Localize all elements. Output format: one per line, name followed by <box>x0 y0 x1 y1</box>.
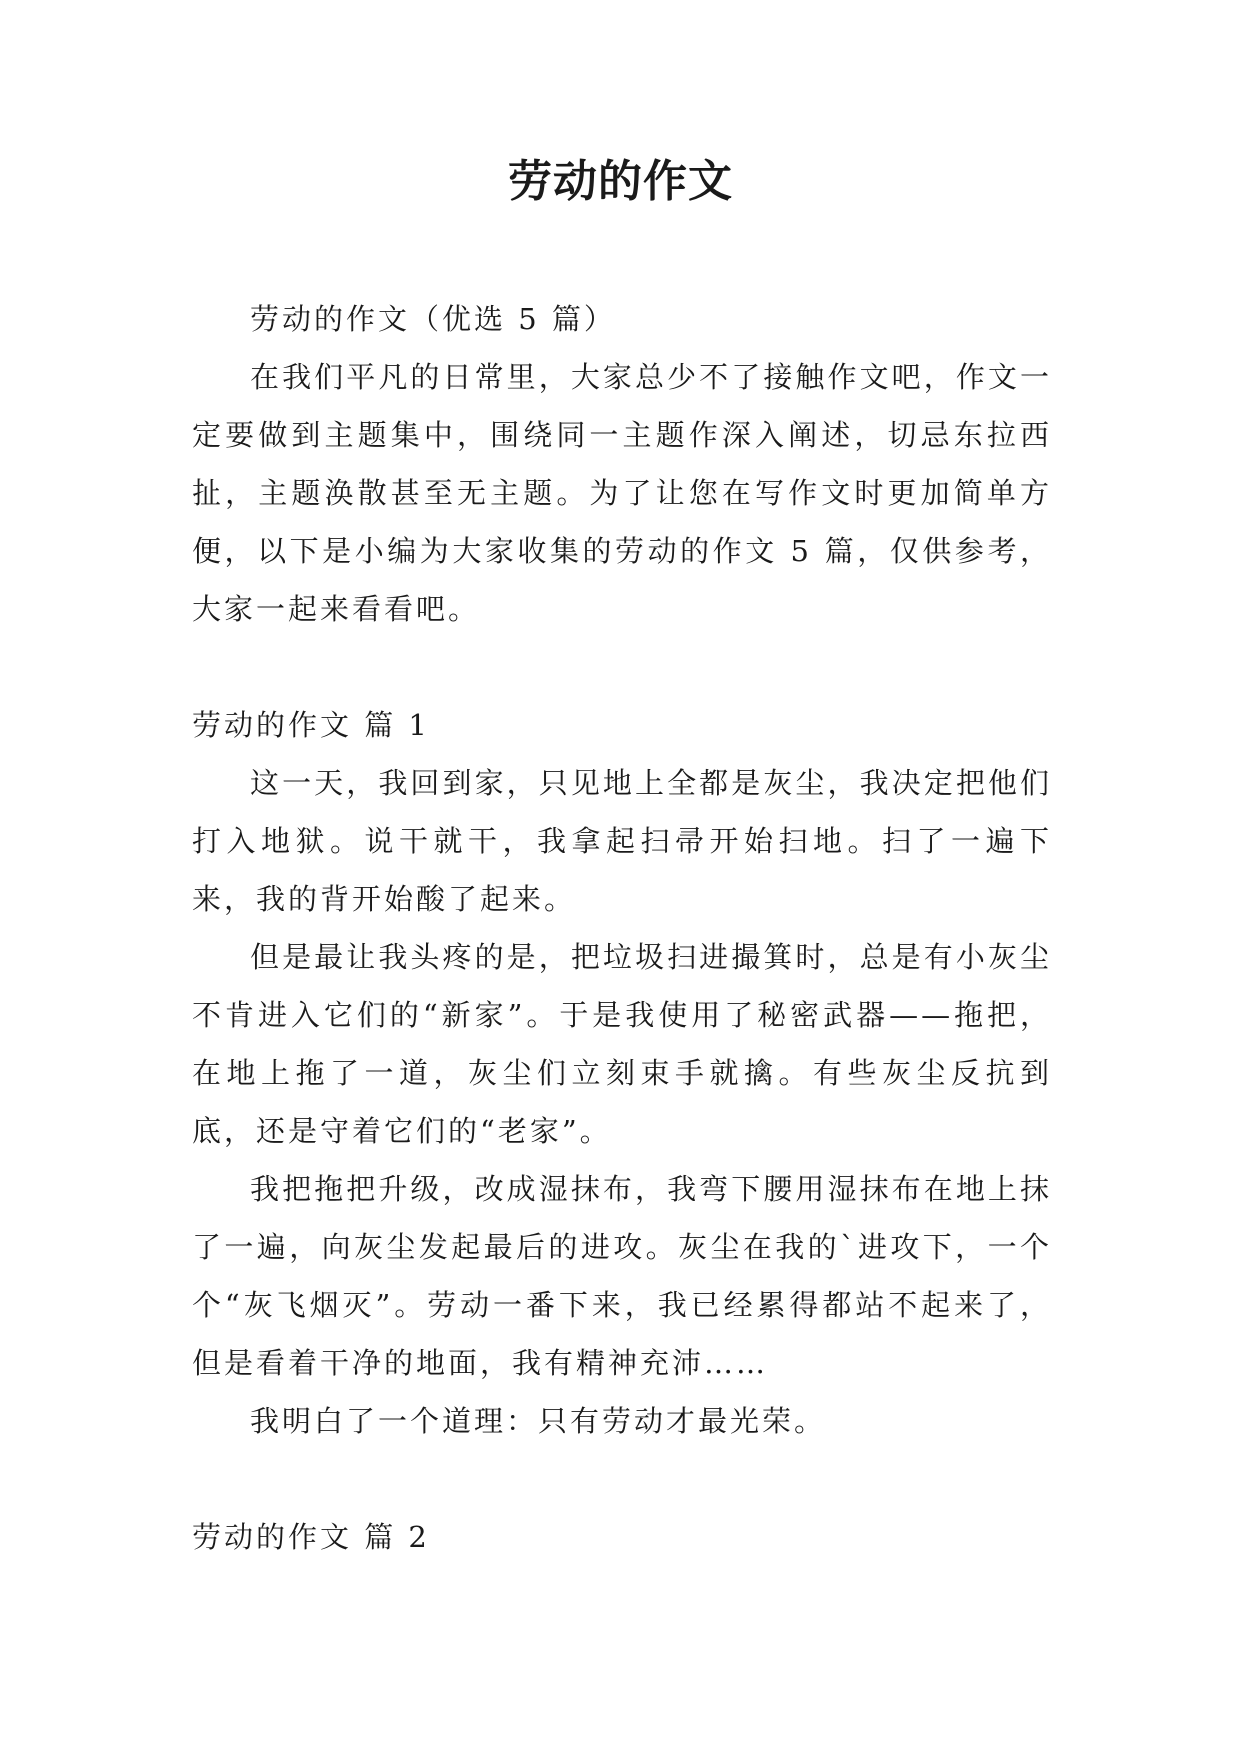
section-1-paragraph-4: 我明白了一个道理：只有劳动才最光荣。 <box>250 1404 827 1438</box>
section-1-paragraph-2: 但是最让我头疼的是，把垃圾扫进撮箕时，总是有小灰尘不肯进入它们的“新家”。于是我使用了秘密武器——拖把，在地上拖了一道，灰尘们立刻束手就擒。有些灰尘反抗到底，还是守着它们的“老家”。 <box>192 940 1052 1148</box>
intro-paragraph: 在我们平凡的日常里，大家总少不了接触作文吧，作文一定要做到主题集中，围绕同一主题作深入阐述，切忌东拉西扯，主题涣散甚至无主题。为了让您在写作文时更加简单方便，以下是小编为大家收集的劳动的作文 5 篇，仅供参考，大家一起来看看吧。 <box>192 360 1052 626</box>
section-heading-1: 劳动的作文 篇 1 <box>192 708 430 742</box>
section-1-paragraph-1: 这一天，我回到家，只见地上全都是灰尘，我决定把他们打入地狱。说干就干，我拿起扫帚开始扫地。扫了一遍下来，我的背开始酸了起来。 <box>192 766 1052 916</box>
document-body <box>192 290 1052 1566</box>
document-title: 劳动的作文 <box>508 156 733 207</box>
section-1-paragraph-3: 我把拖把升级，改成湿抹布，我弯下腰用湿抹布在地上抹了一遍，向灰尘发起最后的进攻。灰尘在我的`进攻下，一个个“灰飞烟灭”。劳动一番下来，我已经累得都站不起来了，但是看着干净的地面，我有精神充沛…… <box>192 1172 1052 1380</box>
section-heading-2: 劳动的作文 篇 2 <box>192 1520 430 1554</box>
document-subtitle: 劳动的作文（优选 5 篇） <box>250 302 616 336</box>
